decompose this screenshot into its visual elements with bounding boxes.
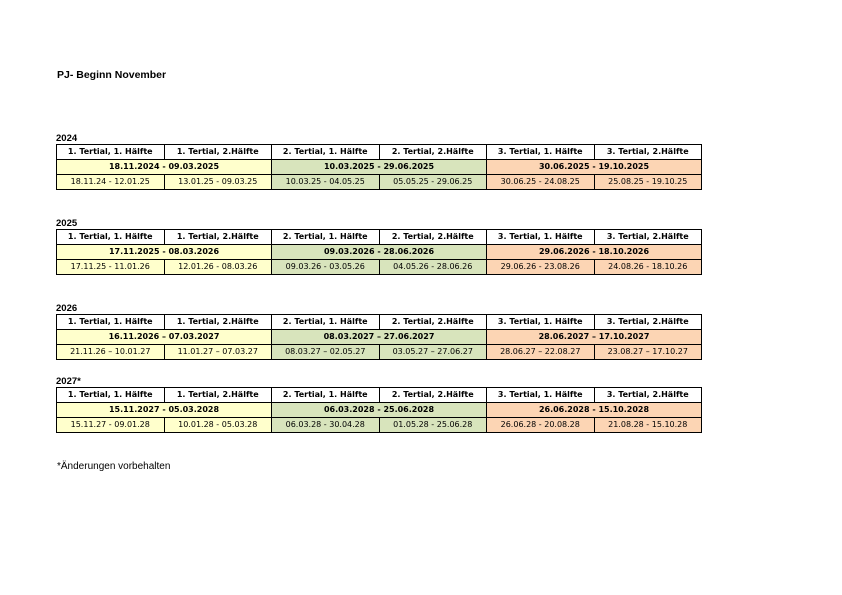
half-cell: 10.03.25 - 04.05.25 [272,175,380,190]
header-cell: 1. Tertial, 1. Hälfte [57,230,165,245]
footnote: *Änderungen vorbehalten [57,461,171,472]
half-cell: 15.11.27 - 09.01.28 [57,418,165,433]
half-cell: 03.05.27 – 27.06.27 [379,345,487,360]
header-row [57,315,702,330]
tertial-1-range: 16.11.2026 – 07.03.2027 [57,330,272,345]
header-cell: 2. Tertial, 2.Hälfte [379,388,487,403]
header-cell: 2. Tertial, 1. Hälfte [272,145,380,160]
half-cell: 30.06.25 - 24.08.25 [487,175,595,190]
tertial-1-range: 17.11.2025 - 08.03.2026 [57,245,272,260]
tertial-1-range: 15.11.2027 - 05.03.2028 [57,403,272,418]
tertial-2-range: 09.03.2026 - 28.06.2026 [272,245,487,260]
schedule-table [56,387,702,433]
schedule-table [56,144,702,190]
half-cell: 18.11.24 - 12.01.25 [57,175,165,190]
half-cell: 12.01.26 - 08.03.26 [164,260,272,275]
year-label: 2024 [56,133,78,144]
half-cell: 23.08.27 – 17.10.27 [594,345,702,360]
range-row [57,403,702,418]
half-cell: 04.05.26 - 28.06.26 [379,260,487,275]
header-cell: 2. Tertial, 2.Hälfte [379,145,487,160]
half-cell: 17.11.25 - 11.01.26 [57,260,165,275]
header-row [57,388,702,403]
schedule-table [56,229,702,275]
half-cell: 08.03.27 – 02.05.27 [272,345,380,360]
tertial-3-range: 26.06.2028 - 15.10.2028 [487,403,702,418]
tertial-3-range: 29.06.2026 - 18.10.2026 [487,245,702,260]
header-cell: 3. Tertial, 1. Hälfte [487,388,595,403]
header-row [57,145,702,160]
header-cell: 3. Tertial, 1. Hälfte [487,315,595,330]
half-cell: 01.05.28 - 25.06.28 [379,418,487,433]
header-cell: 1. Tertial, 1. Hälfte [57,145,165,160]
header-cell: 2. Tertial, 1. Hälfte [272,230,380,245]
header-cell: 3. Tertial, 1. Hälfte [487,230,595,245]
header-row [57,230,702,245]
tertial-2-range: 06.03.2028 - 25.06.2028 [272,403,487,418]
half-cell: 24.08.26 - 18.10.26 [594,260,702,275]
header-cell: 2. Tertial, 1. Hälfte [272,315,380,330]
tertial-1-range: 18.11.2024 - 09.03.2025 [57,160,272,175]
half-cell: 13.01.25 - 09.03.25 [164,175,272,190]
year-block-2025 [56,218,702,275]
year-block-2026 [56,303,702,360]
half-cell: 28.06.27 – 22.08.27 [487,345,595,360]
half-cell: 09.03.26 - 03.05.26 [272,260,380,275]
header-cell: 1. Tertial, 2.Hälfte [164,230,272,245]
year-block-2027 [56,376,702,433]
half-cell: 25.08.25 - 19.10.25 [594,175,702,190]
header-cell: 1. Tertial, 2.Hälfte [164,388,272,403]
header-cell: 1. Tertial, 2.Hälfte [164,315,272,330]
header-cell: 3. Tertial, 2.Hälfte [594,145,702,160]
year-block-2024 [56,133,702,190]
header-cell: 1. Tertial, 2.Hälfte [164,145,272,160]
tertial-3-range: 28.06.2027 – 17.10.2027 [487,330,702,345]
tertial-2-range: 10.03.2025 - 29.06.2025 [272,160,487,175]
half-cell: 21.08.28 - 15.10.28 [594,418,702,433]
range-row [57,160,702,175]
half-cell: 05.05.25 - 29.06.25 [379,175,487,190]
year-label: 2026 [56,303,78,314]
half-cell: 06.03.28 - 30.04.28 [272,418,380,433]
year-label: 2027* [56,376,81,387]
half-cell: 29.06.26 - 23.08.26 [487,260,595,275]
half-cell: 10.01.28 - 05.03.28 [164,418,272,433]
page-title: PJ- Beginn November [57,69,167,81]
header-cell: 2. Tertial, 2.Hälfte [379,230,487,245]
header-cell: 3. Tertial, 2.Hälfte [594,388,702,403]
header-cell: 2. Tertial, 2.Hälfte [379,315,487,330]
header-cell: 1. Tertial, 1. Hälfte [57,388,165,403]
tertial-3-range: 30.06.2025 - 19.10.2025 [487,160,702,175]
header-cell: 3. Tertial, 1. Hälfte [487,145,595,160]
range-row [57,245,702,260]
halves-row [57,345,702,360]
halves-row [57,175,702,190]
header-cell: 3. Tertial, 2.Hälfte [594,315,702,330]
halves-row [57,418,702,433]
halves-row [57,260,702,275]
schedule-table [56,314,702,360]
year-label: 2025 [56,218,78,229]
tertial-2-range: 08.03.2027 – 27.06.2027 [272,330,487,345]
half-cell: 26.06.28 - 20.08.28 [487,418,595,433]
half-cell: 21.11.26 – 10.01.27 [57,345,165,360]
header-cell: 3. Tertial, 2.Hälfte [594,230,702,245]
header-cell: 1. Tertial, 1. Hälfte [57,315,165,330]
half-cell: 11.01.27 – 07.03.27 [164,345,272,360]
range-row [57,330,702,345]
header-cell: 2. Tertial, 1. Hälfte [272,388,380,403]
